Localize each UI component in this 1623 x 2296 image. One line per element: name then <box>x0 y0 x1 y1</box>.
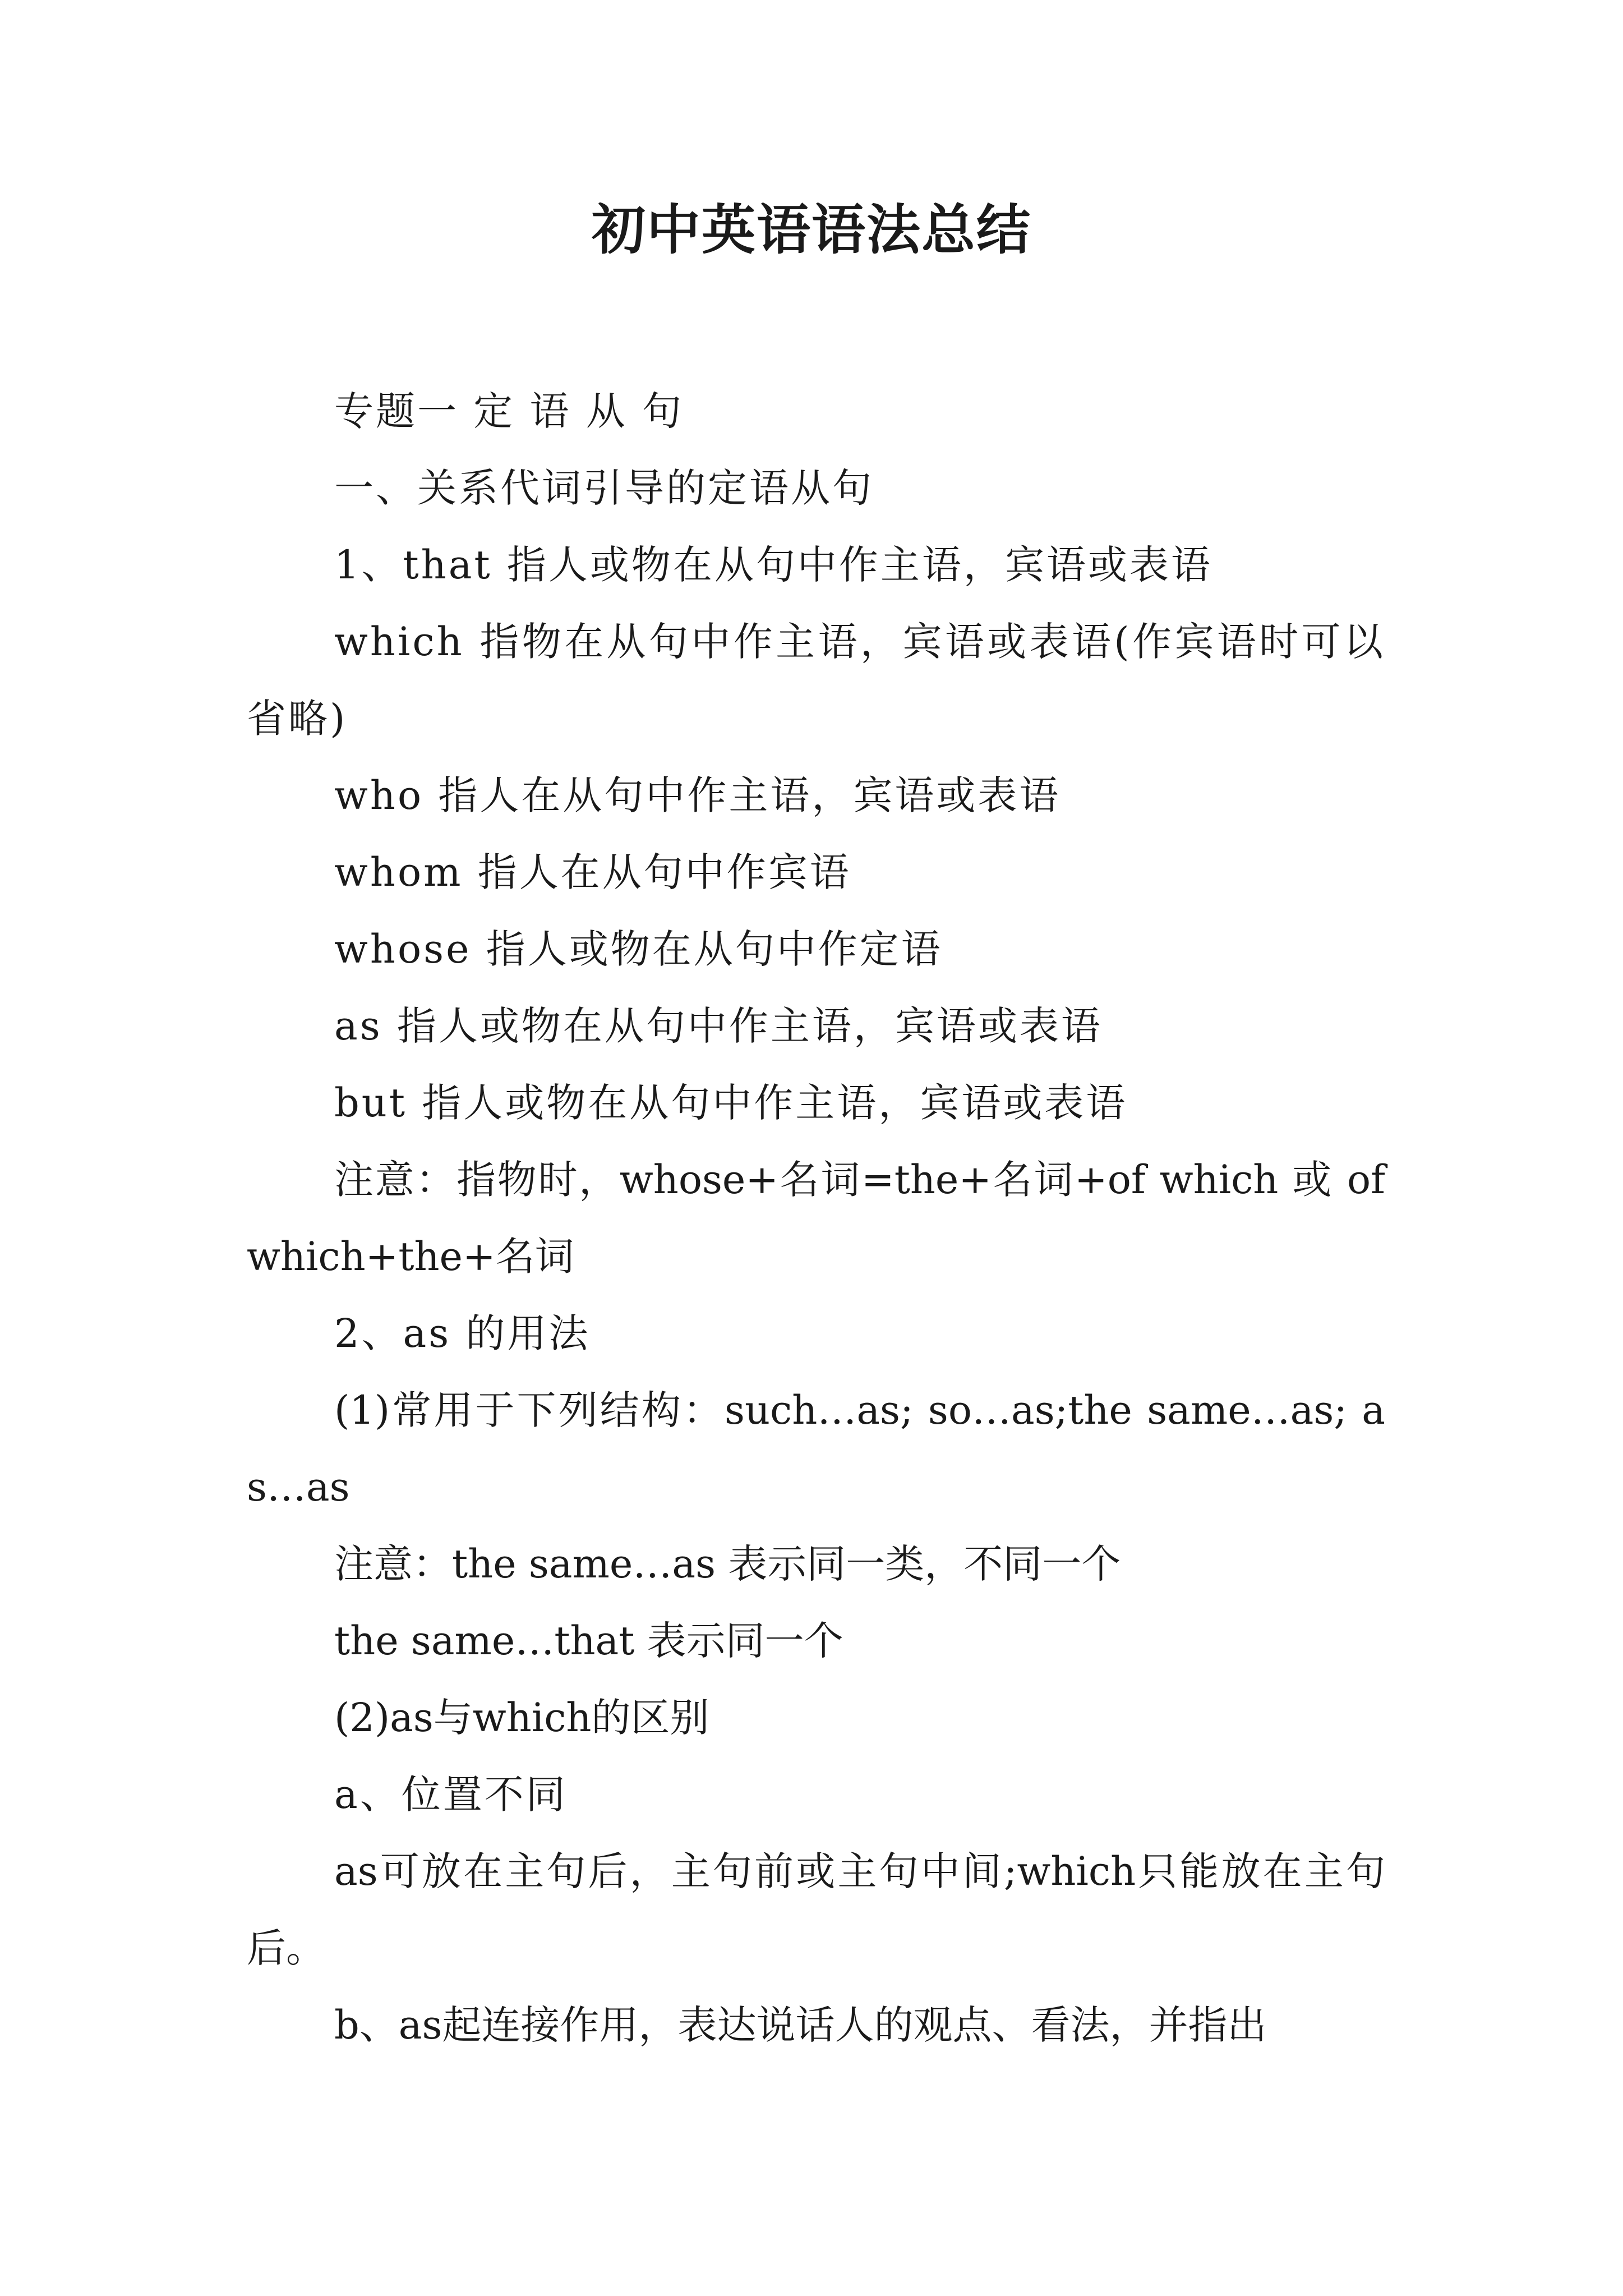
list-item: b、as起连接作用，表达说话人的观点、看法，并指出 <box>334 2002 1267 2048</box>
paragraph: (1)常用于下列结构：such…as; so…as;the same…as; as…as <box>247 1387 1385 1510</box>
subsection-heading: 一、关系代词引导的定语从句 <box>334 465 874 511</box>
subsection-heading: 2、as 的用法 <box>334 1310 591 1356</box>
document-title: 初中英语语法总结 <box>592 198 1031 261</box>
document-body <box>247 373 1385 2064</box>
paragraph: which 指物在从句中作主语，宾语或表语(作宾语时可以省略) <box>247 619 1385 742</box>
section-heading: 专题一 定 语 从 句 <box>334 388 684 434</box>
paragraph: as 指人或物在从句中作主语，宾语或表语 <box>334 1003 1103 1049</box>
paragraph: but 指人或物在从句中作主语，宾语或表语 <box>334 1080 1128 1126</box>
paragraph: as可放在主句后，主句前或主句中间;which只能放在主句后。 <box>247 1848 1385 1971</box>
paragraph: whom 指人在从句中作宾语 <box>334 849 851 895</box>
list-item: a、位置不同 <box>334 1772 568 1818</box>
paragraph: whose 指人或物在从句中作定语 <box>334 926 943 972</box>
paragraph: who 指人在从句中作主语，宾语或表语 <box>334 772 1061 818</box>
paragraph: the same…that 表示同一个 <box>334 1618 843 1664</box>
subsection-heading: (2)as与which的区别 <box>334 1695 709 1741</box>
note-paragraph: 注意：the same…as 表示同一类，不同一个 <box>334 1541 1121 1587</box>
paragraph: 1、that 指人或物在从句中作主语，宾语或表语 <box>334 542 1212 588</box>
note-paragraph: 注意：指物时，whose+名词=the+名词+of which 或 of which+the+名词 <box>247 1157 1385 1280</box>
